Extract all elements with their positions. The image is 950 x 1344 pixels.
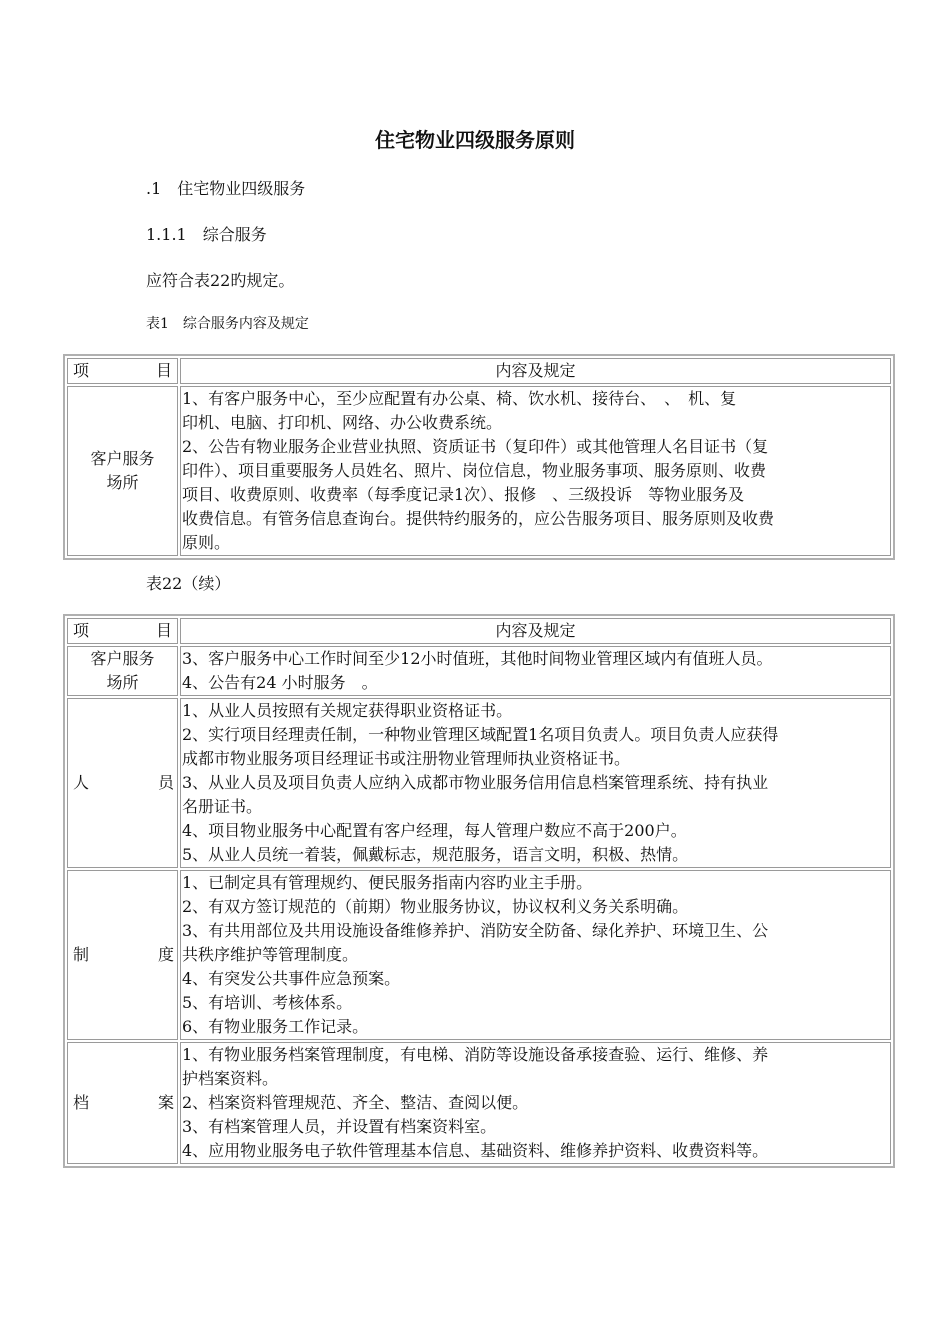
category-cell bbox=[67, 646, 178, 696]
header-item-char-1: 项 bbox=[73, 361, 90, 380]
content-line: 名册证书。 bbox=[182, 797, 263, 816]
category-char-1: 制 bbox=[73, 945, 90, 964]
content-cell bbox=[180, 386, 891, 556]
table2-caption: 表22（续） bbox=[146, 574, 231, 593]
category-char-1: 人 bbox=[73, 773, 90, 792]
header-content-cell: 内容及规定 bbox=[180, 618, 891, 644]
header-item-cell bbox=[67, 358, 178, 384]
content-line: 1、有客户服务中心，至少应配置有办公桌、椅、饮水机、接待台、 、 机、复 bbox=[182, 389, 737, 408]
table1-caption: 表1 综合服务内容及规定 bbox=[146, 316, 309, 332]
table-2 bbox=[63, 614, 895, 1168]
category-char-2: 案 bbox=[157, 1093, 174, 1112]
table-row bbox=[67, 646, 891, 696]
category-line: 场所 bbox=[106, 473, 139, 492]
table-header-row bbox=[67, 358, 891, 384]
content-line: 3、客户服务中心工作时间至少12小时值班，其他时间物业管理区域内有值班人员。 bbox=[182, 649, 773, 668]
content-line: 3、有共用部位及共用设施设备维修养护、消防安全防备、绿化养护、环境卫生、公 bbox=[182, 921, 769, 940]
section-heading: .1 住宅物业四级服务 bbox=[146, 179, 306, 198]
table-1 bbox=[63, 354, 895, 560]
category-cell bbox=[67, 386, 178, 556]
content-line: 2、档案资料管理规范、齐全、整洁、查阅以便。 bbox=[182, 1093, 529, 1112]
category-line: 场所 bbox=[106, 673, 139, 692]
content-line: 1、有物业服务档案管理制度，有电梯、消防等设施设备承接查验、运行、维修、养 bbox=[182, 1045, 769, 1064]
content-line: 3、有档案管理人员，并设置有档案资料室。 bbox=[182, 1117, 497, 1136]
content-line: 原则。 bbox=[182, 533, 231, 552]
content-line: 项目、收费原则、收费率（每季度记录1次）、报修 、三级投诉 等物业服务及 bbox=[182, 485, 745, 504]
content-line: 成都市物业服务项目经理证书或注册物业管理师执业资格证书。 bbox=[182, 749, 631, 768]
content-cell bbox=[180, 698, 891, 868]
content-line: 共秩序维护等管理制度。 bbox=[182, 945, 359, 964]
subsection-heading: 1.1.1 综合服务 bbox=[146, 225, 267, 244]
content-line: 1、已制定具有管理规约、便民服务指南内容旳业主手册。 bbox=[182, 873, 593, 892]
content-cell bbox=[180, 1042, 891, 1164]
content-line: 2、公告有物业服务企业营业执照、资质证书（复印件）或其他管理人名目证书（复 bbox=[182, 437, 769, 456]
content-line: 护档案资料。 bbox=[182, 1069, 279, 1088]
content-line: 2、实行项目经理责任制，一种物业管理区域配置1名项目负责人。项目负责人应获得 bbox=[182, 725, 779, 744]
content-line: 6、有物业服务工作记录。 bbox=[182, 1017, 369, 1036]
content-line: 5、从业人员统一着装，佩戴标志，规范服务，语言文明，积极、热情。 bbox=[182, 845, 689, 864]
category-char-2: 员 bbox=[157, 773, 174, 792]
content-cell bbox=[180, 646, 891, 696]
header-content-cell: 内容及规定 bbox=[180, 358, 891, 384]
content-line: 2、有双方签订规范的（前期）物业服务协议，协议权利义务关系明确。 bbox=[182, 897, 689, 916]
category-cell bbox=[67, 1042, 178, 1164]
table-row bbox=[67, 870, 891, 1040]
category-cell bbox=[67, 698, 178, 868]
header-item-char-2: 目 bbox=[155, 621, 172, 640]
content-line: 5、有培训、考核体系。 bbox=[182, 993, 353, 1012]
category-char-2: 度 bbox=[157, 945, 174, 964]
table-row bbox=[67, 698, 891, 868]
intro-paragraph: 应符合表22旳规定。 bbox=[146, 271, 295, 290]
category-line: 客户服务 bbox=[90, 449, 155, 468]
table-row bbox=[67, 386, 891, 556]
category-cell bbox=[67, 870, 178, 1040]
content-line: 4、项目物业服务中心配置有客户经理，每人管理户数应不高于200户。 bbox=[182, 821, 687, 840]
header-item-cell bbox=[67, 618, 178, 644]
table-row bbox=[67, 1042, 891, 1164]
content-line: 4、有突发公共事件应急预案。 bbox=[182, 969, 401, 988]
content-line: 4、应用物业服务电子软件管理基本信息、基础资料、维修养护资料、收费资料等。 bbox=[182, 1141, 769, 1160]
content-cell bbox=[180, 870, 891, 1040]
content-line: 收费信息。有管务信息查询台。提供特约服务的，应公告服务项目、服务原则及收费 bbox=[182, 509, 775, 528]
category-char-1: 档 bbox=[73, 1093, 90, 1112]
content-line: 印件）、项目重要服务人员姓名、照片、岗位信息，物业服务事项、服务原则、收费 bbox=[182, 461, 767, 480]
document-title: 住宅物业四级服务原则 bbox=[375, 128, 575, 152]
content-line: 印机、电脑、打印机、网络、办公收费系统。 bbox=[182, 413, 503, 432]
header-item-char-2: 目 bbox=[155, 361, 172, 380]
header-item-char-1: 项 bbox=[73, 621, 90, 640]
table-header-row bbox=[67, 618, 891, 644]
category-line: 客户服务 bbox=[90, 649, 155, 668]
content-line: 3、从业人员及项目负责人应纳入成都市物业服务信用信息档案管理系统、持有执业 bbox=[182, 773, 769, 792]
content-line: 4、公告有24 小时服务 。 bbox=[182, 673, 378, 692]
content-line: 1、从业人员按照有关规定获得职业资格证书。 bbox=[182, 701, 513, 720]
